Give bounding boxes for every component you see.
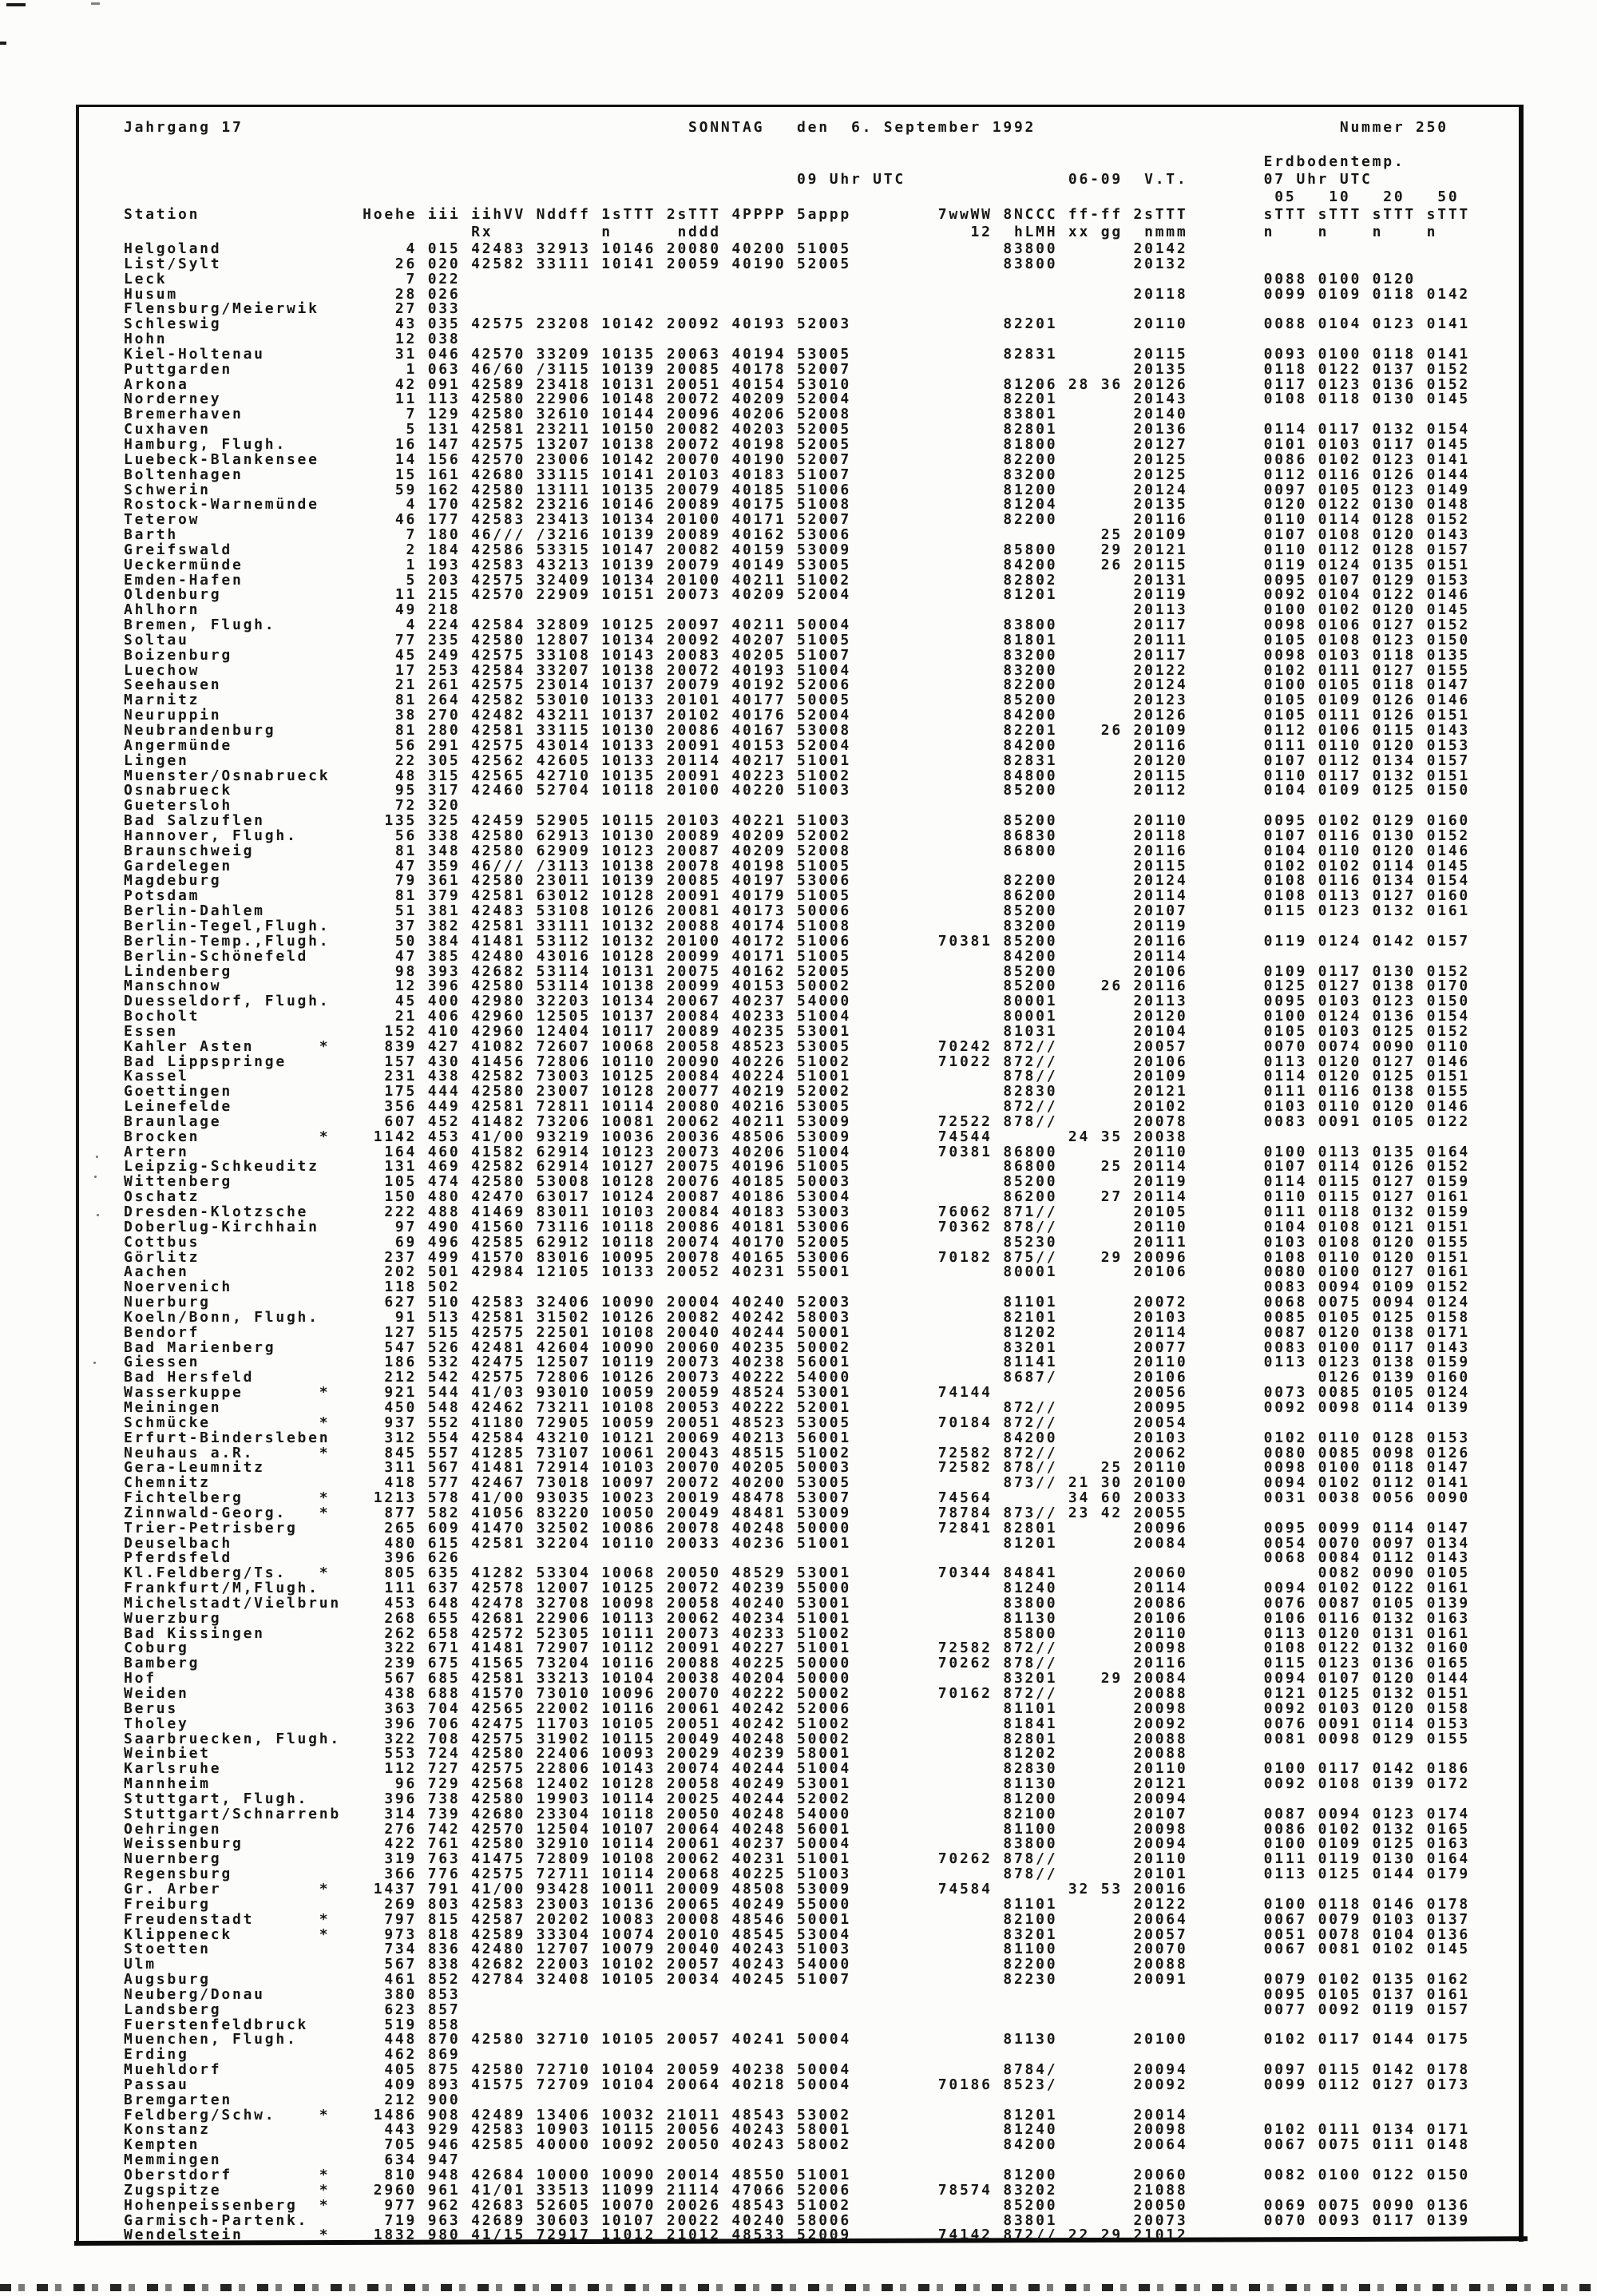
station-row: Bad Kissingen 262 658 42572 52305 10111 20073 40233 51002 85800 20110 0113 0120 0131 0161 xyxy=(124,1624,1471,1642)
masthead-line: Jahrgang 17 SONNTAG den 6. September 1992 Nummer 250 xyxy=(124,119,1448,136)
column-header-line-2: Rx n nddd 12 hLMH xx gg nmmm n n n n xyxy=(124,224,1438,240)
station-row: Pferdsfeld 396 626 0068 0084 0112 0143 xyxy=(124,1549,1471,1567)
station-row: Hannover, Flugh. 56 338 42580 62913 10130 20089 40209 52002 86830 20118 0107 0116 0130 0152 xyxy=(124,827,1471,844)
station-row: Lindenberg 98 393 42682 53114 10131 20075 40162 52005 85200 20106 0109 0117 0130 0152 xyxy=(124,962,1471,980)
station-row: Oldenburg 11 215 42570 22909 10151 20073 40209 52004 81201 20119 0092 0104 0122 0146 xyxy=(124,586,1471,604)
station-row: Michelstadt/Vielbrun 453 648 42478 32708 10098 20058 40240 53001 83800 20086 0076 0087 0105 0139 xyxy=(124,1594,1471,1612)
station-row: Bad Hersfeld 212 542 42575 72806 10126 20073 40222 54000 8687/ 20106 0126 0139 0160 xyxy=(124,1369,1471,1386)
station-row: Braunschweig 81 348 42580 62909 10123 20087 40209 52008 86800 20116 0104 0110 0120 0146 xyxy=(124,842,1471,859)
station-row: Hamburg, Flugh. 16 147 42575 13207 10138 20072 40198 52005 81800 20127 0101 0103 0117 0145 xyxy=(124,435,1471,453)
station-row: Weissenburg 422 761 42580 32910 10114 20061 40237 50004 83800 20094 0100 0109 0125 0163 xyxy=(124,1835,1471,1853)
station-row: Schleswig 43 035 42575 23208 10142 20092 40193 52003 82201 20110 0088 0104 0123 0141 xyxy=(124,315,1471,333)
station-row: Kempten 705 946 42585 40000 10092 20050 40243 58002 84200 20064 0067 0075 0111 0148 xyxy=(124,2136,1471,2154)
station-row: Doberlug-Kirchhain 97 490 41560 73116 10118 20086 40181 53006 70362 878// 20110 0104 0108 0121 0151 xyxy=(124,1218,1471,1235)
station-row: Chemnitz 418 577 42467 73018 10097 20072 40200 53005 873// 21 30 20100 0094 0102 0112 0141 xyxy=(124,1474,1471,1492)
station-row: Arkona 42 091 42589 23418 10131 20051 40154 53010 81206 28 36 20126 0117 0123 0136 0152 xyxy=(124,375,1471,393)
station-row: Luebeck-Blankensee 14 156 42570 23006 10142 20070 40190 52007 82200 20125 0086 0102 0123 0141 xyxy=(124,450,1471,468)
scan-bottom-edge xyxy=(0,2284,1597,2291)
station-row: Dresden-Klotzsche 222 488 41469 83011 10103 20084 40183 53003 76062 871// 20105 0111 0118 0132 0159 xyxy=(124,1204,1471,1220)
station-row: Boizenburg 45 249 42575 33108 10143 20083 40205 51007 83200 20117 0098 0103 0118 0135 xyxy=(124,646,1471,664)
station-row: Magdeburg 79 361 42580 23011 10139 20085 40197 53006 82200 20124 0108 0116 0134 0154 xyxy=(124,872,1471,890)
station-row: Deuselbach 480 615 42581 32204 10110 20033 40236 51001 81201 20084 0054 0070 0097 0134 xyxy=(124,1534,1471,1552)
station-row: Feldberg/Schw. * 1486 908 42489 13406 10032 21011 48543 53002 81201 20014 xyxy=(124,2106,1188,2124)
observation-time-line: 09 Uhr UTC 06-09 V.T. 07 Uhr UTC xyxy=(124,171,1373,188)
station-row: Neuberg/Donau 380 853 0095 0105 0137 0161 xyxy=(124,1985,1471,2003)
station-row: Luechow 17 253 42584 33207 10138 20072 40193 51004 83200 20122 0102 0111 0127 0155 xyxy=(124,661,1471,679)
station-row: Görlitz 237 499 41570 83016 10095 20078 40165 53006 70182 875// 29 20096 0108 0110 0120 0151 xyxy=(124,1248,1471,1266)
station-row: Soltau 77 235 42580 12807 10134 20092 40207 51005 81801 20111 0105 0108 0123 0150 xyxy=(124,631,1471,648)
station-row: Bad Marienberg 547 526 42481 42604 10090 20060 40235 50002 83201 20077 0083 0100 0117 0143 xyxy=(124,1338,1471,1356)
station-row: Muenster/Osnabrueck 48 315 42565 42710 10135 20091 40223 51002 84800 20115 0110 0117 0132 0151 xyxy=(124,767,1471,784)
station-row: Klippeneck * 973 818 42589 33304 10074 20010 48545 53004 83201 20057 0051 0078 0104 0136 xyxy=(124,1925,1471,1943)
station-row: Kahler Asten * 839 427 41082 72607 10068 20058 48523 53005 70242 872// 20057 0070 0074 0090 0110 xyxy=(124,1037,1471,1055)
station-row: Augsburg 461 852 42784 32408 10105 20034 40245 51007 82230 20091 0079 0102 0135 0162 xyxy=(124,1971,1471,1989)
column-header-line-1: Station Hoehe iii iihVV Nddff 1sTTT 2sTTT 4PPPP 5appp 7wwWW 8NCCC ff-ff 2sTTT sTTT sTTT sTTT sTTT xyxy=(124,206,1471,223)
station-row: Erfurt-Bindersleben 312 554 42584 43210 10121 20069 40213 56001 84200 20103 0102 0110 0128 0153 xyxy=(124,1429,1471,1446)
station-row: Helgoland 4 015 42483 32913 10146 20080 40200 51005 83800 20142 xyxy=(124,240,1188,257)
station-row: Memmingen 634 947 xyxy=(124,2151,461,2169)
station-row: Hof 567 685 42581 33213 10104 20038 40204 50000 83201 29 20084 0094 0107 0120 0144 xyxy=(124,1670,1471,1687)
station-row: Leinefelde 356 449 42581 72811 10114 20080 40216 53005 872// 20102 0103 0110 0120 0146 xyxy=(124,1098,1471,1116)
station-row: Teterow 46 177 42583 23413 10134 20100 40171 52007 82200 20116 0110 0114 0128 0152 xyxy=(124,511,1471,529)
station-row: Saarbruecken, Flugh. 322 708 42575 31902 10115 20049 40248 50002 82801 20088 0081 0098 0129 0155 xyxy=(124,1730,1471,1747)
station-row: Boltenhagen 15 161 42680 33115 10141 20103 40183 51007 83200 20125 0112 0116 0126 0144 xyxy=(124,466,1471,483)
station-row: Rostock-Warnemünde 4 170 42582 23216 10146 20089 40175 51008 81204 20135 0120 0122 0130 0148 xyxy=(124,496,1471,514)
station-row: Erding 462 869 xyxy=(124,2046,461,2064)
station-row: Muehldorf 405 875 42580 72710 10104 20059 40238 50004 8784/ 20094 0097 0115 0142 0178 xyxy=(124,2061,1471,2079)
station-row: Oschatz 150 480 42470 63017 10124 20087 40186 53004 86200 27 20114 0110 0115 0127 0161 xyxy=(124,1188,1471,1206)
scan-mark-top xyxy=(91,2,100,5)
station-row: Berlin-Dahlem 51 381 42483 53108 10126 20081 40173 50006 85200 20107 0115 0123 0132 0161 xyxy=(124,902,1471,920)
station-row: Fichtelberg * 1213 578 41/00 93035 10023 20019 48478 53007 74564 34 60 20033 0031 0038 0056 0090 xyxy=(124,1489,1471,1507)
station-row: Ahlhorn 49 218 20113 0100 0102 0120 0145 xyxy=(124,601,1471,619)
station-row: Essen 152 410 42960 12404 10117 20089 40235 53001 81031 20104 0105 0103 0125 0152 xyxy=(124,1022,1471,1040)
station-row: Gera-Leumnitz 311 567 41481 72914 10103 20070 40205 50003 72582 878// 25 20110 0098 0100 0118 0147 xyxy=(124,1459,1471,1477)
station-row: Barth 7 180 46/// /3216 10139 20089 40162 53006 25 20109 0107 0108 0120 0143 xyxy=(124,526,1471,544)
station-row: Ueckermünde 1 193 42583 43213 10139 20079 40149 53005 84200 26 20115 0119 0124 0135 0151 xyxy=(124,556,1471,573)
station-row: List/Sylt 26 020 42582 33111 10141 20059 40190 52005 83800 20132 xyxy=(124,255,1188,272)
station-row: Freudenstadt * 797 815 42587 20202 10083 20008 48546 50001 82100 20064 0067 0079 0103 0137 xyxy=(124,1910,1471,1928)
station-row: Koeln/Bonn, Flugh. 91 513 42581 31502 10126 20082 40242 58003 82101 20103 0085 0105 0125 0158 xyxy=(124,1308,1471,1326)
station-data-table xyxy=(124,242,1470,2243)
station-row: Neubrandenburg 81 280 42581 33115 10130 20086 40167 53008 82201 26 20109 0112 0106 0115 0143 xyxy=(124,722,1471,739)
station-row: Hohenpeissenberg * 977 962 42683 52605 10070 20026 48543 51002 85200 20050 0069 0075 0090 0136 xyxy=(124,2196,1471,2214)
station-row: Berus 363 704 42565 22002 10116 20061 40242 52006 81101 20098 0092 0103 0120 0158 xyxy=(124,1699,1471,1717)
station-row: Weinbiet 553 724 42580 22406 10093 20029 40239 58001 81202 20088 xyxy=(124,1745,1188,1763)
station-row: Zugspitze * 2960 961 41/01 33513 11099 21114 47066 52006 78574 83202 21088 xyxy=(124,2181,1188,2199)
station-row: Coburg 322 671 41481 72907 10112 20091 40227 51001 72582 872// 20098 0108 0122 0132 0160 xyxy=(124,1640,1471,1657)
station-row: Stoetten 734 836 42480 12707 10079 20040 40243 51003 81100 20070 0067 0081 0102 0145 xyxy=(124,1941,1471,1958)
station-row: Kiel-Holtenau 31 046 42570 33209 10135 20063 40194 53005 82831 20115 0093 0100 0118 0141 xyxy=(124,345,1471,363)
station-row: Stuttgart/Schnarrenb 314 739 42680 23304 10118 20050 40248 54000 82100 20107 0087 0094 0123 0174 xyxy=(124,1805,1471,1822)
scan-speck xyxy=(97,1214,99,1216)
station-row: Trier-Petrisberg 265 609 41470 32502 10086 20078 40248 50000 72841 82801 20096 0095 0099 0114 0147 xyxy=(124,1519,1471,1537)
station-row: Fuerstenfeldbruck 519 858 xyxy=(124,2016,461,2033)
station-row: Kassel 231 438 42582 73003 10125 20084 40224 51001 878// 20109 0114 0120 0125 0151 xyxy=(124,1068,1471,1085)
station-row: Giessen 186 532 42475 12507 10119 20073 40238 56001 81141 20110 0113 0123 0138 0159 xyxy=(124,1354,1471,1371)
station-row: Muenchen, Flugh. 448 870 42580 32710 10105 20057 40241 50004 81130 20100 0102 0117 0144 0175 xyxy=(124,2031,1471,2048)
station-row: Berlin-Schönefeld 47 385 42480 43016 10128 20099 40171 51005 84200 20114 xyxy=(124,947,1188,965)
station-row: Nuernberg 319 763 41475 72809 10108 20062 40231 51001 70262 878// 20110 0111 0119 0130 0164 xyxy=(124,1850,1471,1868)
station-row: Wittenberg 105 474 42580 53008 10128 20076 40185 50003 85200 20119 0114 0115 0127 0159 xyxy=(124,1173,1471,1191)
station-row: Hohn 12 038 xyxy=(124,331,461,348)
station-row: Berlin-Tegel,Flugh. 37 382 42581 33111 10132 20088 40174 51008 83200 20119 xyxy=(124,917,1188,934)
station-row: Stuttgart, Flugh. 396 738 42580 19903 10114 20025 40244 52002 81200 20094 xyxy=(124,1790,1188,1807)
station-row: Bremen, Flugh. 4 224 42584 32809 10125 20097 40211 50004 83800 20117 0098 0106 0127 0152 xyxy=(124,617,1471,634)
station-row: Regensburg 366 776 42575 72711 10114 20068 40225 51003 878// 20101 0113 0125 0144 0179 xyxy=(124,1866,1471,1883)
station-row: Potsdam 81 379 42581 63012 10128 20091 40179 51005 86200 20114 0108 0113 0127 0160 xyxy=(124,887,1471,905)
station-row: Bamberg 239 675 41565 73204 10116 20088 40225 50000 70262 878// 20116 0115 0123 0136 0165 xyxy=(124,1655,1471,1672)
station-row: Leipzig-Schkeuditz 131 469 42582 62914 10127 20075 40196 51005 86800 25 20114 0107 0114 0126 0152 xyxy=(124,1158,1471,1176)
station-row: Bocholt 21 406 42960 12505 10137 20084 40233 51004 80001 20120 0100 0124 0136 0154 xyxy=(124,1008,1471,1025)
station-row: Goettingen 175 444 42580 23007 10128 20077 40219 52002 82830 20121 0111 0116 0138 0155 xyxy=(124,1083,1471,1100)
station-row: Ulm 567 838 42682 22003 10102 20057 40243 54000 82200 20088 xyxy=(124,1956,1188,1973)
scan-speck xyxy=(94,1176,97,1178)
station-row: Emden-Hafen 5 203 42575 32409 10134 20100 40211 51002 82802 20131 0095 0107 0129 0153 xyxy=(124,571,1471,589)
station-row: Konstanz 443 929 42583 10903 10115 20056 40243 58001 81240 20098 0102 0111 0134 0171 xyxy=(124,2121,1471,2139)
station-row: Bendorf 127 515 42575 22501 10108 20040 40244 50001 81202 20114 0087 0120 0138 0171 xyxy=(124,1323,1471,1341)
station-row: Bremerhaven 7 129 42580 32610 10144 20096 40206 52008 83801 20140 xyxy=(124,406,1188,423)
station-row: Kl.Feldberg/Ts. * 805 635 41282 53304 10068 20050 48529 53001 70344 84841 20060 0082 0090 0105 xyxy=(124,1564,1471,1582)
station-row: Gr. Arber * 1437 791 41/00 93428 10011 20009 48508 53009 74584 32 53 20016 xyxy=(124,1880,1188,1897)
station-row: Flensburg/Meierwik 27 033 xyxy=(124,300,461,318)
station-row: Schmücke * 937 552 41180 72905 10059 20051 48523 53005 70184 872// 20054 xyxy=(124,1414,1188,1431)
station-row: Puttgarden 1 063 46/60 /3115 10139 20085 40178 52007 20135 0118 0122 0137 0152 xyxy=(124,360,1471,378)
station-row: Frankfurt/M,Flugh. 111 637 42578 12007 10125 20072 40239 55000 81240 20114 0094 0102 0122 0161 xyxy=(124,1580,1471,1597)
station-row: Husum 28 026 20118 0099 0109 0118 0142 xyxy=(124,285,1471,303)
station-row: Karlsruhe 112 727 42575 22806 10143 20074 40244 51004 82830 20110 0100 0117 0142 0186 xyxy=(124,1760,1471,1778)
station-row: Osnabrueck 95 317 42460 52704 10118 20100 40220 51003 85200 20112 0104 0109 0125 0150 xyxy=(124,782,1471,799)
station-row: Freiburg 269 803 42583 23003 10136 20065 40249 55000 81101 20122 0100 0118 0146 0178 xyxy=(124,1895,1471,1913)
station-row: Lingen 22 305 42562 42605 10133 20114 40217 51001 82831 20120 0107 0112 0134 0157 xyxy=(124,751,1471,769)
station-row: Braunlage 607 452 41482 73206 10081 20062 40211 53009 72522 878// 20078 0083 0091 0105 0122 xyxy=(124,1112,1471,1130)
station-row: Leck 7 022 0088 0100 0120 xyxy=(124,270,1417,287)
station-row: Cuxhaven 5 131 42581 23211 10150 20082 40203 52005 82801 20136 0114 0117 0132 0154 xyxy=(124,421,1471,438)
station-row: Zinnwald-Georg. * 877 582 41056 83220 10050 20049 48481 53009 78784 873// 23 42 20055 xyxy=(124,1504,1188,1521)
station-row: Guetersloh 72 320 xyxy=(124,797,461,815)
station-row: Norderney 11 113 42580 22906 10148 20072 40209 52004 82201 20143 0108 0118 0130 0145 xyxy=(124,391,1471,408)
station-row: Landsberg 623 857 0077 0092 0119 0157 xyxy=(124,2001,1471,2018)
station-row: Bremgarten 212 900 xyxy=(124,2091,461,2108)
scan-speck xyxy=(93,1362,96,1364)
station-row: Oehringen 276 742 42570 12504 10107 20064 40248 56001 81100 20098 0086 0102 0132 0165 xyxy=(124,1820,1471,1838)
station-row: Bad Salzuflen 135 325 42459 52905 10115 20103 40221 51003 85200 20110 0095 0102 0129 0160 xyxy=(124,812,1471,830)
station-row: Neuhaus a.R. * 845 557 41285 73107 10061 20043 48515 51002 72582 872// 20062 0080 0085 0098 0126 xyxy=(124,1444,1471,1461)
scan-speck xyxy=(96,1156,98,1158)
station-row: Cottbus 69 496 42585 62912 10118 20074 40170 52005 85230 20111 0103 0108 0120 0155 xyxy=(124,1233,1471,1251)
station-row: Noervenich 118 502 0083 0094 0109 0152 xyxy=(124,1279,1471,1296)
station-row: Bad Lippspringe 157 430 41456 72806 10110 20090 40226 51002 71022 872// 20106 0113 0120 0127 0146 xyxy=(124,1053,1471,1070)
station-row: Brocken * 1142 453 41/00 93219 10036 20036 48506 53009 74544 24 35 20038 xyxy=(124,1128,1188,1145)
station-row: Wasserkuppe * 921 544 41/03 93010 10059 20059 48524 53001 74144 20056 0073 0085 0105 0124 xyxy=(124,1384,1471,1402)
station-row: Neuruppin 38 270 42482 43211 10137 20102 40176 52004 84200 20126 0105 0111 0126 0151 xyxy=(124,707,1471,724)
station-row: Marnitz 81 264 42582 53010 10133 20101 40177 50005 85200 20123 0105 0109 0126 0146 xyxy=(124,692,1471,709)
scan-mark-top-left xyxy=(6,3,26,6)
station-row: Wuerzburg 268 655 42681 22906 10113 20062 40234 51001 81130 20106 0106 0116 0132 0163 xyxy=(124,1609,1471,1627)
station-row: Meiningen 450 548 42462 73211 10108 20053 40222 52001 872// 20095 0092 0098 0114 0139 xyxy=(124,1398,1471,1416)
station-row: Oberstdorf * 810 948 42684 10000 10090 20014 48550 51001 81200 20060 0082 0100 0122 0150 xyxy=(124,2167,1471,2183)
scan-mark-left-edge xyxy=(0,42,6,45)
station-row: Angermünde 56 291 42575 43014 10133 20091 40153 52004 84200 20116 0111 0110 0120 0153 xyxy=(124,736,1471,754)
station-row: Tholey 396 706 42475 11703 10105 20051 40242 51002 81841 20092 0076 0091 0114 0153 xyxy=(124,1715,1471,1732)
station-row: Schwerin 59 162 42580 13111 10135 20079 40185 51006 81200 20124 0097 0105 0123 0149 xyxy=(124,481,1471,498)
station-row: Duesseldorf, Flugh. 45 400 42980 32203 10134 20067 40237 54000 80001 20113 0095 0103 0123 0150 xyxy=(124,993,1471,1010)
station-row: Mannheim 96 729 42568 12402 10128 20058 40249 53001 81130 20121 0092 0108 0139 0172 xyxy=(124,1775,1471,1793)
station-row: Weiden 438 688 41570 73010 10096 20070 40222 50002 70162 872// 20088 0121 0125 0132 0151 xyxy=(124,1685,1471,1702)
station-row: Manschnow 12 396 42580 53114 10138 20099 40153 50002 85200 26 20116 0125 0127 0138 0170 xyxy=(124,977,1471,995)
station-row: Wendelstein * 1832 980 41/15 72917 11012 21012 48533 52009 74142 872// 22 29 21012 xyxy=(124,2227,1188,2244)
station-row: Garmisch-Partenk. 719 963 42689 30603 10107 20022 40240 58006 83801 20073 0070 0093 0117 0139 xyxy=(124,2211,1471,2229)
station-row: Greifswald 2 184 42586 53315 10147 20082 40159 53009 85800 29 20121 0110 0112 0128 0157 xyxy=(124,541,1471,558)
station-row: Aachen 202 501 42984 12105 10133 20052 40231 55001 80001 20106 0080 0100 0127 0161 xyxy=(124,1263,1471,1281)
soil-temp-title-line: Erdbodentemp. xyxy=(124,153,1405,170)
station-row: Gardelegen 47 359 46/// /3113 10138 20078 40198 51005 20115 0102 0102 0114 0145 xyxy=(124,857,1471,874)
station-row: Seehausen 21 261 42575 23014 10137 20079 40192 52006 82200 20124 0100 0105 0118 0147 xyxy=(124,676,1471,694)
station-row: Artern 164 460 41582 62914 10123 20073 40206 51004 70381 86800 20110 0100 0113 0135 0164 xyxy=(124,1143,1471,1160)
station-row: Berlin-Temp.,Flugh. 50 384 41481 53112 10132 20100 40172 51006 70381 85200 20116 0119 0124 0142 0157 xyxy=(124,932,1471,950)
soil-depth-header-line: 05 10 20 50 xyxy=(124,188,1460,205)
station-row: Passau 409 893 41575 72709 10104 20064 40218 50004 70186 8523/ 20092 0099 0112 0127 0173 xyxy=(124,2076,1471,2093)
station-row: Nuerburg 627 510 42583 32406 10090 20004 40240 52003 81101 20072 0068 0075 0094 0124 xyxy=(124,1294,1471,1311)
